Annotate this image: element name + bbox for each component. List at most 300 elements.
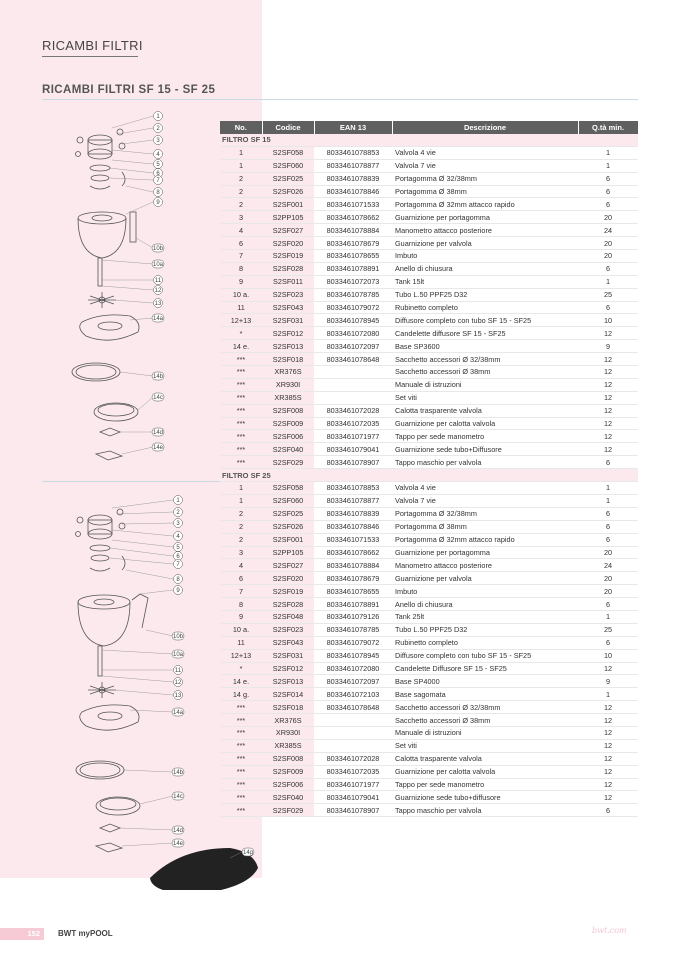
cell-code: XR930I xyxy=(262,726,314,739)
cell-no: * xyxy=(220,327,262,340)
cell-code: S2SF013 xyxy=(262,675,314,688)
cell-min-qty: 6 xyxy=(578,172,638,185)
callout-label: 5 xyxy=(176,545,180,551)
cell-description: Portagomma Ø 32mm attacco rapido xyxy=(392,198,578,211)
cell-description: Guarnizione per calotta valvola xyxy=(392,417,578,430)
cell-description: Valvola 4 vie xyxy=(392,482,578,495)
cell-min-qty: 12 xyxy=(578,366,638,379)
table-row xyxy=(220,688,638,701)
cell-code: S2SF009 xyxy=(262,417,314,430)
cell-description: Guarnizione per valvola xyxy=(392,572,578,585)
cell-ean: 8033461078655 xyxy=(314,585,392,598)
callout-label: 13 xyxy=(174,693,182,699)
subtitle-divider xyxy=(42,99,638,100)
cell-description: Manuale di istruzioni xyxy=(392,726,578,739)
callout-label: 7 xyxy=(176,562,180,568)
cell-no: *** xyxy=(220,443,262,456)
cell-code: S2SF001 xyxy=(262,198,314,211)
cell-min-qty: 20 xyxy=(578,572,638,585)
table-row xyxy=(220,804,638,817)
cell-ean: 8033461079041 xyxy=(314,443,392,456)
cell-ean xyxy=(314,714,392,727)
cell-min-qty: 20 xyxy=(578,237,638,250)
callout-label: 5 xyxy=(156,162,160,168)
cell-ean: 8033461078907 xyxy=(314,456,392,469)
callout-label: 2 xyxy=(156,126,160,132)
cell-ean: 8033461078945 xyxy=(314,649,392,662)
column-header-ean: EAN 13 xyxy=(314,121,392,134)
table-row xyxy=(220,610,638,623)
cell-code: S2SF006 xyxy=(262,778,314,791)
callout-label: 14e xyxy=(172,841,184,847)
cell-code: S2SF011 xyxy=(262,275,314,288)
cell-no: 9 xyxy=(220,610,262,623)
table-row xyxy=(220,327,638,340)
table-row xyxy=(220,752,638,765)
cell-ean: 8033461079126 xyxy=(314,610,392,623)
cell-no: 8 xyxy=(220,262,262,275)
cell-ean: 8033461072103 xyxy=(314,688,392,701)
cell-ean xyxy=(314,378,392,391)
cell-min-qty: 6 xyxy=(578,520,638,533)
cell-ean: 8033461078839 xyxy=(314,507,392,520)
brand-signature: bwt.com xyxy=(592,926,627,935)
table-row xyxy=(220,675,638,688)
section-subtitle: RICAMBI FILTRI SF 15 - SF 25 xyxy=(42,84,216,96)
cell-code: S2SF040 xyxy=(262,443,314,456)
cell-min-qty: 12 xyxy=(578,726,638,739)
cell-no: *** xyxy=(220,378,262,391)
cell-min-qty: 12 xyxy=(578,791,638,804)
callout-label: 11 xyxy=(174,668,182,674)
cell-code: S2SF026 xyxy=(262,520,314,533)
callout-label: 14c xyxy=(153,395,163,401)
cell-code: S2SF029 xyxy=(262,456,314,469)
cell-description: Guarnizione sede tubo+Diffusore xyxy=(392,443,578,456)
cell-min-qty: 6 xyxy=(578,198,638,211)
table-row xyxy=(220,765,638,778)
callout-label: 10a xyxy=(172,652,184,658)
cell-description: Anello di chiusura xyxy=(392,262,578,275)
brand-name: BWT myPOOL xyxy=(58,929,113,938)
cell-min-qty: 12 xyxy=(578,378,638,391)
table-row xyxy=(220,778,638,791)
cell-description: Candelette diffusore SF 15 - SF25 xyxy=(392,327,578,340)
table-row xyxy=(220,520,638,533)
table-row xyxy=(220,636,638,649)
cell-min-qty: 20 xyxy=(578,585,638,598)
cell-no: 6 xyxy=(220,237,262,250)
callout-label: 14a xyxy=(172,710,184,716)
cell-ean: 8033461078679 xyxy=(314,572,392,585)
callout-label: 14e xyxy=(152,445,164,451)
table-row xyxy=(220,598,638,611)
cell-code: XR376S xyxy=(262,366,314,379)
cell-code: S2SF001 xyxy=(262,533,314,546)
callout-label: 14g xyxy=(242,850,254,856)
callout-label: 14c xyxy=(173,794,183,800)
table-row xyxy=(220,507,638,520)
table-row xyxy=(220,185,638,198)
cell-code: S2SF012 xyxy=(262,327,314,340)
cell-min-qty: 6 xyxy=(578,262,638,275)
cell-ean: 8033461078891 xyxy=(314,598,392,611)
cell-code: S2SF009 xyxy=(262,765,314,778)
spare-parts-table xyxy=(220,121,639,817)
cell-ean: 8033461072035 xyxy=(314,765,392,778)
callout-label: 14b xyxy=(172,770,184,776)
cell-no: 14 g. xyxy=(220,688,262,701)
cell-no: *** xyxy=(220,353,262,366)
cell-code: S2SF040 xyxy=(262,791,314,804)
cell-code: S2SF058 xyxy=(262,146,314,159)
cell-description: Guarnizione sede tubo+diffusore xyxy=(392,791,578,804)
callout-label: 8 xyxy=(176,577,180,583)
callout-label: 1 xyxy=(176,498,180,504)
cell-ean: 8033461078662 xyxy=(314,211,392,224)
cell-no: 7 xyxy=(220,585,262,598)
table-row xyxy=(220,662,638,675)
cell-description: Valvola 7 vie xyxy=(392,159,578,172)
cell-description: Rubinetto completo xyxy=(392,636,578,649)
cell-min-qty: 25 xyxy=(578,623,638,636)
cell-ean: 8033461078907 xyxy=(314,804,392,817)
callout-label: 6 xyxy=(156,171,160,177)
table-row xyxy=(220,649,638,662)
cell-ean: 8033461078655 xyxy=(314,250,392,263)
callout-label: 4 xyxy=(156,152,160,158)
table-row xyxy=(220,198,638,211)
cell-description: Imbuto xyxy=(392,250,578,263)
cell-code: S2SF019 xyxy=(262,250,314,263)
callout-label: 9 xyxy=(156,200,160,206)
cell-code: S2SF028 xyxy=(262,262,314,275)
cell-ean: 8033461078846 xyxy=(314,185,392,198)
cell-description: Set viti xyxy=(392,739,578,752)
cell-code: S2SF060 xyxy=(262,494,314,507)
table-row xyxy=(220,456,638,469)
cell-no: 4 xyxy=(220,224,262,237)
cell-description: Tubo L.50 PPF25 D32 xyxy=(392,288,578,301)
cell-description: Valvola 7 vie xyxy=(392,494,578,507)
cell-ean: 8033461078891 xyxy=(314,262,392,275)
cell-description: Calotta trasparente valvola xyxy=(392,752,578,765)
cell-description: Guarnizione per valvola xyxy=(392,237,578,250)
cell-min-qty: 10 xyxy=(578,649,638,662)
cell-min-qty: 1 xyxy=(578,159,638,172)
cell-code: S2SF060 xyxy=(262,159,314,172)
cell-no: *** xyxy=(220,701,262,714)
cell-no: *** xyxy=(220,726,262,739)
cell-code: S2SF058 xyxy=(262,482,314,495)
cell-ean xyxy=(314,366,392,379)
cell-no: 6 xyxy=(220,572,262,585)
table-row xyxy=(220,250,638,263)
section-title: FILTRO SF 25 xyxy=(220,469,638,482)
cell-code: S2SF025 xyxy=(262,172,314,185)
cell-description: Base SP3600 xyxy=(392,340,578,353)
cell-no: *** xyxy=(220,430,262,443)
cell-ean: 8033461078853 xyxy=(314,482,392,495)
table-row xyxy=(220,314,638,327)
cell-min-qty: 9 xyxy=(578,340,638,353)
cell-code: S2SF025 xyxy=(262,507,314,520)
table-row xyxy=(220,211,638,224)
cell-min-qty: 20 xyxy=(578,211,638,224)
table-row xyxy=(220,726,638,739)
cell-no: *** xyxy=(220,791,262,804)
table-row xyxy=(220,494,638,507)
table-row xyxy=(220,546,638,559)
cell-ean: 8033461078846 xyxy=(314,520,392,533)
cell-description: Anello di chiusura xyxy=(392,598,578,611)
callout-label: 14d xyxy=(152,430,164,436)
cell-no: 2 xyxy=(220,533,262,546)
cell-min-qty: 12 xyxy=(578,701,638,714)
cell-min-qty: 12 xyxy=(578,765,638,778)
cell-ean: 8033461078884 xyxy=(314,224,392,237)
cell-no: *** xyxy=(220,404,262,417)
cell-code: S2SF029 xyxy=(262,804,314,817)
cell-ean: 8033461072080 xyxy=(314,327,392,340)
cell-min-qty: 6 xyxy=(578,533,638,546)
callout-label: 10b xyxy=(152,246,164,252)
cell-min-qty: 1 xyxy=(578,610,638,623)
cell-no: 4 xyxy=(220,559,262,572)
cell-no: 11 xyxy=(220,301,262,314)
title-underline xyxy=(42,56,138,57)
cell-description: Candelette Diffusore SF 15 - SF25 xyxy=(392,662,578,675)
table-row xyxy=(220,791,638,804)
cell-description: Sacchetto accessori Ø 32/38mm xyxy=(392,353,578,366)
cell-ean: 8033461072073 xyxy=(314,275,392,288)
cell-no: 1 xyxy=(220,146,262,159)
column-header-description: Descrizione xyxy=(392,121,578,134)
table-row xyxy=(220,585,638,598)
cell-min-qty: 12 xyxy=(578,739,638,752)
cell-code: XR385S xyxy=(262,391,314,404)
cell-ean: 8033461079041 xyxy=(314,791,392,804)
cell-description: Base sagomata xyxy=(392,688,578,701)
cell-description: Tappo maschio per valvola xyxy=(392,804,578,817)
cell-min-qty: 12 xyxy=(578,353,638,366)
cell-ean: 8033461078884 xyxy=(314,559,392,572)
table-row xyxy=(220,340,638,353)
cell-ean: 8033461072028 xyxy=(314,404,392,417)
cell-min-qty: 6 xyxy=(578,804,638,817)
table-row xyxy=(220,404,638,417)
cell-ean: 8033461078662 xyxy=(314,546,392,559)
cell-min-qty: 6 xyxy=(578,636,638,649)
table-row xyxy=(220,146,638,159)
table-row xyxy=(220,533,638,546)
cell-ean: 8033461072097 xyxy=(314,675,392,688)
cell-no: 1 xyxy=(220,159,262,172)
column-header-code: Codice xyxy=(262,121,314,134)
cell-no: *** xyxy=(220,804,262,817)
cell-code: S2SF019 xyxy=(262,585,314,598)
cell-no: 7 xyxy=(220,250,262,263)
cell-no: 11 xyxy=(220,636,262,649)
cell-min-qty: 12 xyxy=(578,404,638,417)
callout-label: 9 xyxy=(176,588,180,594)
cell-code: S2SF031 xyxy=(262,314,314,327)
callout-label: 4 xyxy=(176,534,180,540)
cell-description: Tank 25lt xyxy=(392,610,578,623)
cell-code: S2SF020 xyxy=(262,572,314,585)
cell-description: Sacchetto accessori Ø 38mm xyxy=(392,366,578,379)
cell-no: 10 a. xyxy=(220,623,262,636)
cell-ean: 8033461071977 xyxy=(314,430,392,443)
cell-ean: 8033461078648 xyxy=(314,701,392,714)
cell-min-qty: 20 xyxy=(578,250,638,263)
cell-no: 2 xyxy=(220,185,262,198)
cell-description: Portagomma Ø 38mm xyxy=(392,520,578,533)
callout-label: 8 xyxy=(156,190,160,196)
callout-label: 3 xyxy=(156,138,160,144)
page-title: RICAMBI FILTRI xyxy=(42,38,143,53)
column-header-no: No. xyxy=(220,121,262,134)
table-row xyxy=(220,443,638,456)
cell-ean: 8033461072035 xyxy=(314,417,392,430)
cell-code: S2SF008 xyxy=(262,752,314,765)
cell-ean: 8033461078648 xyxy=(314,353,392,366)
cell-description: Diffusore completo con tubo SF 15 - SF25 xyxy=(392,314,578,327)
cell-code: S2SF013 xyxy=(262,340,314,353)
cell-min-qty: 12 xyxy=(578,752,638,765)
cell-code: S2SF018 xyxy=(262,701,314,714)
cell-description: Manuale di istruzioni xyxy=(392,378,578,391)
section-row xyxy=(220,134,638,146)
page-number: 152 xyxy=(0,928,44,940)
table-row xyxy=(220,559,638,572)
cell-code: S2SF023 xyxy=(262,623,314,636)
section-row xyxy=(220,469,638,482)
cell-description: Tappo maschio per valvola xyxy=(392,456,578,469)
cell-min-qty: 24 xyxy=(578,224,638,237)
cell-description: Tappo per sede manometro xyxy=(392,778,578,791)
cell-min-qty: 12 xyxy=(578,443,638,456)
table-row xyxy=(220,353,638,366)
cell-min-qty: 12 xyxy=(578,662,638,675)
cell-no: 2 xyxy=(220,507,262,520)
cell-ean xyxy=(314,726,392,739)
table-row xyxy=(220,237,638,250)
cell-min-qty: 12 xyxy=(578,778,638,791)
cell-description: Portagomma Ø 32mm attacco rapido xyxy=(392,533,578,546)
callout-label: 13 xyxy=(154,301,162,307)
cell-min-qty: 12 xyxy=(578,391,638,404)
callout-label: 6 xyxy=(176,554,180,560)
cell-min-qty: 1 xyxy=(578,146,638,159)
cell-min-qty: 9 xyxy=(578,675,638,688)
cell-description: Diffusore completo con tubo SF 15 - SF25 xyxy=(392,649,578,662)
callout-label: 10b xyxy=(172,634,184,640)
cell-description: Base SP4000 xyxy=(392,675,578,688)
table-row xyxy=(220,366,638,379)
table-row xyxy=(220,224,638,237)
cell-code: S2SF043 xyxy=(262,301,314,314)
cell-description: Rubinetto completo xyxy=(392,301,578,314)
cell-no: 3 xyxy=(220,211,262,224)
cell-description: Tank 15lt xyxy=(392,275,578,288)
cell-code: S2SF031 xyxy=(262,649,314,662)
cell-ean: 8033461072080 xyxy=(314,662,392,675)
table-header-row xyxy=(220,121,638,134)
cell-ean xyxy=(314,739,392,752)
cell-no: 1 xyxy=(220,494,262,507)
cell-no: *** xyxy=(220,417,262,430)
cell-code: S2SF023 xyxy=(262,288,314,301)
cell-ean: 8033461078679 xyxy=(314,237,392,250)
cell-code: XR930I xyxy=(262,378,314,391)
cell-description: Sacchetto accessori Ø 32/38mm xyxy=(392,701,578,714)
cell-min-qty: 1 xyxy=(578,688,638,701)
cell-code: S2SF006 xyxy=(262,430,314,443)
cell-min-qty: 6 xyxy=(578,301,638,314)
cell-description: Tubo L.50 PPF25 D32 xyxy=(392,623,578,636)
cell-code: S2SF014 xyxy=(262,688,314,701)
cell-description: Imbuto xyxy=(392,585,578,598)
cell-code: S2SF027 xyxy=(262,559,314,572)
cell-no: 1 xyxy=(220,482,262,495)
cell-description: Manometro attacco posteriore xyxy=(392,559,578,572)
cell-ean: 8033461072028 xyxy=(314,752,392,765)
cell-description: Portagomma Ø 32/38mm xyxy=(392,507,578,520)
cell-min-qty: 20 xyxy=(578,546,638,559)
cell-no: *** xyxy=(220,391,262,404)
cell-no: *** xyxy=(220,765,262,778)
cell-description: Set viti xyxy=(392,391,578,404)
cell-no: 12+13 xyxy=(220,649,262,662)
cell-code: S2SF043 xyxy=(262,636,314,649)
cell-ean: 8033461078877 xyxy=(314,159,392,172)
cell-no: *** xyxy=(220,456,262,469)
column-header-min-qty: Q.tà min. xyxy=(578,121,638,134)
cell-no: * xyxy=(220,662,262,675)
cell-min-qty: 12 xyxy=(578,417,638,430)
cell-ean: 8033461071533 xyxy=(314,533,392,546)
cell-code: S2SF020 xyxy=(262,237,314,250)
section-title: FILTRO SF 15 xyxy=(220,134,638,146)
callout-label: 10a xyxy=(152,262,164,268)
cell-description: Portagomma Ø 38mm xyxy=(392,185,578,198)
cell-min-qty: 6 xyxy=(578,598,638,611)
cell-no: *** xyxy=(220,752,262,765)
callout-label: 12 xyxy=(174,680,182,686)
cell-no: *** xyxy=(220,739,262,752)
table-body xyxy=(220,134,638,817)
callout-label: 1 xyxy=(156,114,160,120)
callout-label: 14d xyxy=(172,828,184,834)
cell-no: 3 xyxy=(220,546,262,559)
cell-ean: 8033461078945 xyxy=(314,314,392,327)
cell-no: 12+13 xyxy=(220,314,262,327)
cell-ean: 8033461071533 xyxy=(314,198,392,211)
cell-ean: 8033461078839 xyxy=(314,172,392,185)
cell-no: 2 xyxy=(220,198,262,211)
cell-description: Guarnizione per portagomma xyxy=(392,211,578,224)
cell-ean: 8033461079072 xyxy=(314,301,392,314)
cell-min-qty: 12 xyxy=(578,327,638,340)
cell-min-qty: 6 xyxy=(578,507,638,520)
cell-ean: 8033461078785 xyxy=(314,623,392,636)
cell-no: 10 a. xyxy=(220,288,262,301)
cell-min-qty: 24 xyxy=(578,559,638,572)
cell-no: *** xyxy=(220,714,262,727)
table-row xyxy=(220,288,638,301)
cell-ean: 8033461071977 xyxy=(314,778,392,791)
